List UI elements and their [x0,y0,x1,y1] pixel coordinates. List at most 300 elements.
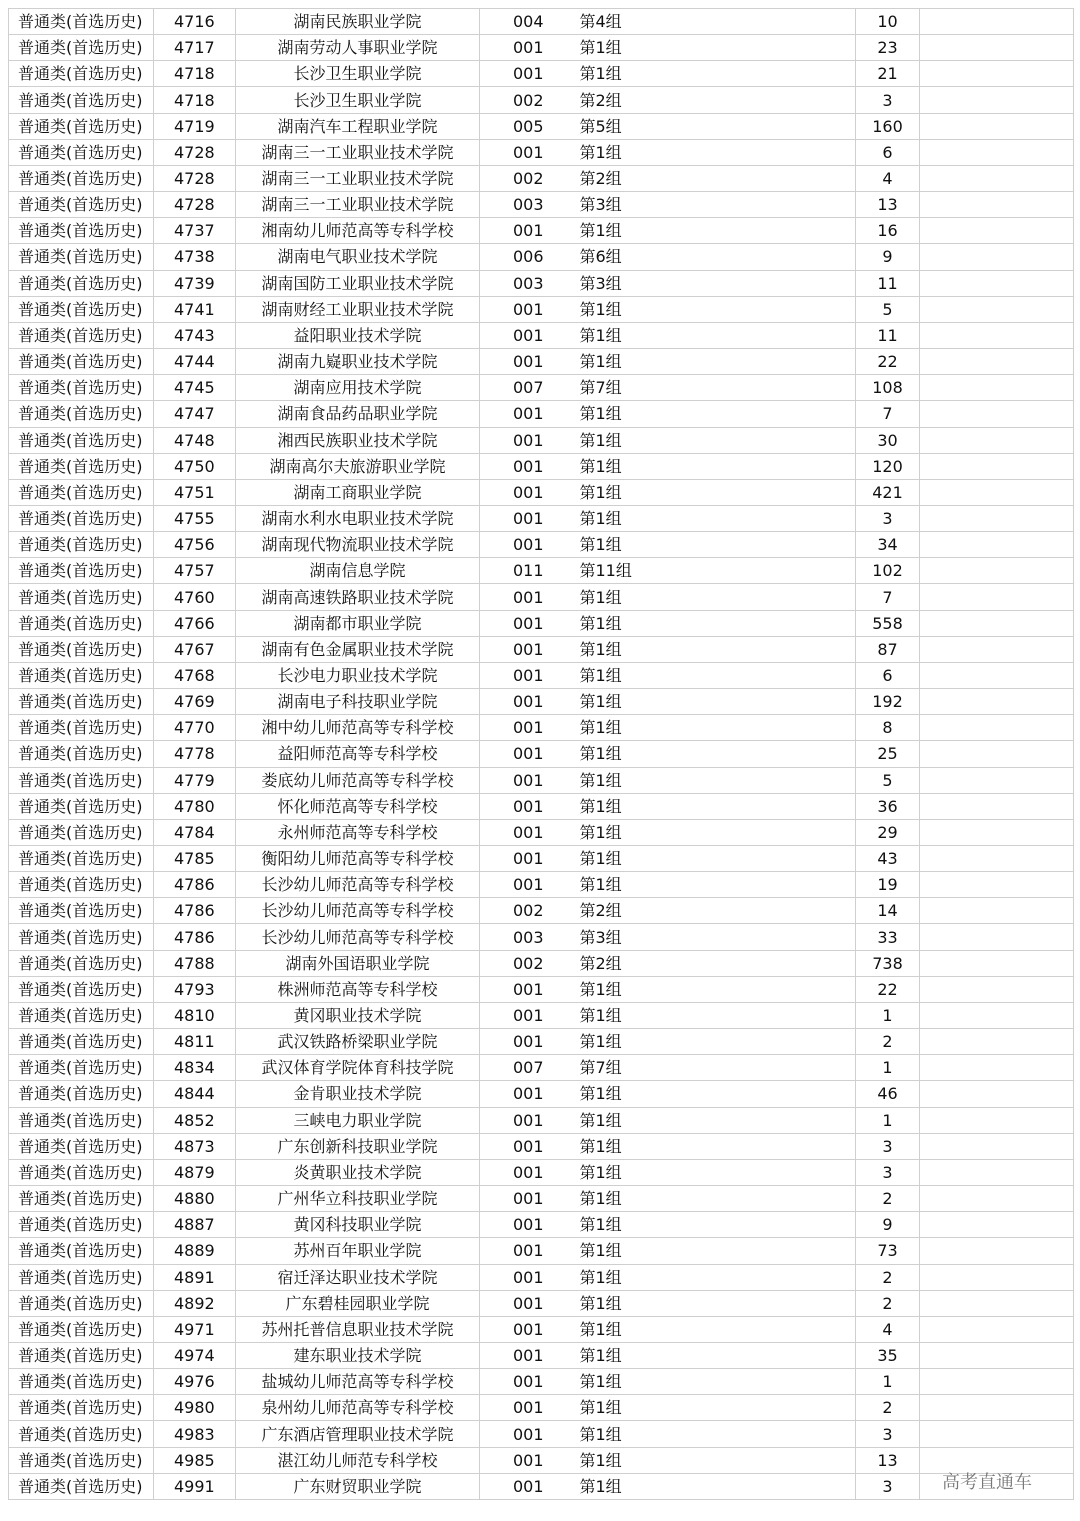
plan-count-cell: 108 [856,375,920,401]
category-cell: 普通类(首选历史) [9,950,154,976]
school-name-cell: 长沙幼儿师范高等专科学校 [236,898,480,924]
group-code-cell: 001 [480,1029,576,1055]
empty-cell [920,218,1074,244]
school-name-cell: 苏州托普信息职业技术学院 [236,1316,480,1342]
category-cell: 普通类(首选历史) [9,270,154,296]
category-cell: 普通类(首选历史) [9,375,154,401]
group-code-cell: 002 [480,165,576,191]
group-code-cell: 006 [480,244,576,270]
school-name-cell: 武汉体育学院体育科技学院 [236,1055,480,1081]
group-code-cell: 001 [480,427,576,453]
empty-cell [920,1029,1074,1055]
school-name-cell: 建东职业技术学院 [236,1342,480,1368]
school-code-cell: 4985 [154,1447,236,1473]
group-code-cell: 001 [480,1212,576,1238]
school-code-cell: 4743 [154,322,236,348]
empty-cell [920,401,1074,427]
school-code-cell: 4889 [154,1238,236,1264]
table-row [9,558,1074,584]
group-code-cell: 001 [480,1081,576,1107]
group-code-cell: 001 [480,322,576,348]
table-row [9,1342,1074,1368]
group-name-cell: 第5组 [576,113,856,139]
group-name-cell: 第2组 [576,165,856,191]
group-code-cell: 003 [480,924,576,950]
plan-count-cell: 7 [856,401,920,427]
plan-count-cell: 1 [856,1055,920,1081]
table-row [9,1055,1074,1081]
table-row [9,349,1074,375]
category-cell: 普通类(首选历史) [9,1238,154,1264]
plan-count-cell: 8 [856,715,920,741]
school-name-cell: 湖南信息学院 [236,558,480,584]
group-name-cell: 第1组 [576,976,856,1002]
group-code-cell: 002 [480,950,576,976]
plan-count-cell: 30 [856,427,920,453]
table-row [9,505,1074,531]
group-name-cell: 第4组 [576,9,856,35]
school-name-cell: 湘南幼儿师范高等专科学校 [236,218,480,244]
empty-cell [920,479,1074,505]
plan-count-cell: 14 [856,898,920,924]
table-row [9,35,1074,61]
table-row [9,375,1074,401]
school-code-cell: 4751 [154,479,236,505]
plan-count-cell: 25 [856,741,920,767]
school-name-cell: 长沙卫生职业学院 [236,87,480,113]
school-name-cell: 湖南有色金属职业技术学院 [236,636,480,662]
school-name-cell: 湖南高速铁路职业技术学院 [236,584,480,610]
empty-cell [920,1186,1074,1212]
school-name-cell: 广东创新科技职业学院 [236,1133,480,1159]
table-row [9,1002,1074,1028]
school-code-cell: 4768 [154,662,236,688]
group-name-cell: 第1组 [576,715,856,741]
plan-count-cell: 2 [856,1290,920,1316]
category-cell: 普通类(首选历史) [9,1081,154,1107]
school-name-cell: 湘西民族职业技术学院 [236,427,480,453]
empty-cell [920,1290,1074,1316]
category-cell: 普通类(首选历史) [9,1342,154,1368]
category-cell: 普通类(首选历史) [9,924,154,950]
category-cell: 普通类(首选历史) [9,532,154,558]
school-code-cell: 4737 [154,218,236,244]
empty-cell [920,87,1074,113]
group-name-cell: 第1组 [576,1290,856,1316]
table-row [9,741,1074,767]
category-cell: 普通类(首选历史) [9,662,154,688]
group-name-cell: 第1组 [576,35,856,61]
plan-count-cell: 34 [856,532,920,558]
plan-count-cell: 11 [856,270,920,296]
category-cell: 普通类(首选历史) [9,1186,154,1212]
plan-count-cell: 36 [856,793,920,819]
group-name-cell: 第1组 [576,401,856,427]
empty-cell [920,898,1074,924]
table-row [9,427,1074,453]
plan-count-cell: 73 [856,1238,920,1264]
empty-cell [920,610,1074,636]
table-row [9,1316,1074,1342]
group-code-cell: 001 [480,479,576,505]
school-name-cell: 湖南水利水电职业技术学院 [236,505,480,531]
group-name-cell: 第1组 [576,427,856,453]
school-name-cell: 湖南九嶷职业技术学院 [236,349,480,375]
category-cell: 普通类(首选历史) [9,1290,154,1316]
school-name-cell: 湖南高尔夫旅游职业学院 [236,453,480,479]
category-cell: 普通类(首选历史) [9,1473,154,1499]
table-row [9,636,1074,662]
plan-count-cell: 192 [856,689,920,715]
category-cell: 普通类(首选历史) [9,87,154,113]
school-name-cell: 湛江幼儿师范专科学校 [236,1447,480,1473]
group-name-cell: 第7组 [576,375,856,401]
empty-cell [920,349,1074,375]
category-cell: 普通类(首选历史) [9,139,154,165]
plan-count-cell: 1 [856,1107,920,1133]
empty-cell [920,505,1074,531]
school-code-cell: 4810 [154,1002,236,1028]
group-code-cell: 001 [480,1395,576,1421]
group-name-cell: 第1组 [576,741,856,767]
category-cell: 普通类(首选历史) [9,1447,154,1473]
school-name-cell: 黄冈职业技术学院 [236,1002,480,1028]
school-name-cell: 衡阳幼儿师范高等专科学校 [236,846,480,872]
category-cell: 普通类(首选历史) [9,689,154,715]
school-code-cell: 4728 [154,192,236,218]
empty-cell [920,741,1074,767]
plan-count-cell: 23 [856,35,920,61]
empty-cell [920,244,1074,270]
school-name-cell: 湖南三一工业职业技术学院 [236,165,480,191]
category-cell: 普通类(首选历史) [9,349,154,375]
group-name-cell: 第1组 [576,1342,856,1368]
school-name-cell: 长沙卫生职业学院 [236,61,480,87]
group-name-cell: 第3组 [576,192,856,218]
empty-cell [920,1055,1074,1081]
table-row [9,401,1074,427]
school-code-cell: 4718 [154,61,236,87]
school-code-cell: 4880 [154,1186,236,1212]
group-name-cell: 第1组 [576,1002,856,1028]
school-name-cell: 娄底幼儿师范高等专科学校 [236,767,480,793]
table-row [9,218,1074,244]
plan-count-cell: 9 [856,244,920,270]
school-code-cell: 4757 [154,558,236,584]
plan-count-cell: 21 [856,61,920,87]
empty-cell [920,1238,1074,1264]
group-name-cell: 第1组 [576,139,856,165]
group-code-cell: 001 [480,976,576,1002]
group-name-cell: 第1组 [576,1186,856,1212]
school-code-cell: 4780 [154,793,236,819]
school-code-cell: 4786 [154,872,236,898]
school-code-cell: 4778 [154,741,236,767]
school-code-cell: 4980 [154,1395,236,1421]
plan-count-cell: 120 [856,453,920,479]
school-code-cell: 4728 [154,139,236,165]
table-row [9,793,1074,819]
empty-cell [920,1342,1074,1368]
group-code-cell: 001 [480,741,576,767]
school-name-cell: 黄冈科技职业学院 [236,1212,480,1238]
school-name-cell: 永州师范高等专科学校 [236,819,480,845]
school-name-cell: 三峡电力职业学院 [236,1107,480,1133]
group-code-cell: 001 [480,872,576,898]
category-cell: 普通类(首选历史) [9,715,154,741]
empty-cell [920,1316,1074,1342]
group-name-cell: 第1组 [576,1369,856,1395]
school-name-cell: 湖南食品药品职业学院 [236,401,480,427]
table-row [9,767,1074,793]
school-code-cell: 4793 [154,976,236,1002]
empty-cell [920,427,1074,453]
school-code-cell: 4779 [154,767,236,793]
plan-count-cell: 421 [856,479,920,505]
table-row [9,715,1074,741]
group-name-cell: 第1组 [576,1212,856,1238]
category-cell: 普通类(首选历史) [9,401,154,427]
school-name-cell: 湖南工商职业学院 [236,479,480,505]
group-code-cell: 001 [480,846,576,872]
table-row [9,1473,1074,1499]
plan-count-cell: 3 [856,87,920,113]
school-code-cell: 4739 [154,270,236,296]
school-name-cell: 湖南民族职业学院 [236,9,480,35]
table-row [9,61,1074,87]
group-code-cell: 001 [480,584,576,610]
table-row [9,1421,1074,1447]
group-name-cell: 第7组 [576,1055,856,1081]
plan-count-cell: 4 [856,1316,920,1342]
table-row [9,662,1074,688]
group-name-cell: 第1组 [576,610,856,636]
category-cell: 普通类(首选历史) [9,846,154,872]
group-name-cell: 第1组 [576,1029,856,1055]
category-cell: 普通类(首选历史) [9,296,154,322]
plan-count-cell: 46 [856,1081,920,1107]
group-code-cell: 007 [480,375,576,401]
plan-count-cell: 13 [856,192,920,218]
table-row [9,87,1074,113]
plan-count-cell: 43 [856,846,920,872]
school-code-cell: 4991 [154,1473,236,1499]
group-name-cell: 第1组 [576,846,856,872]
plan-count-cell: 35 [856,1342,920,1368]
empty-cell [920,662,1074,688]
school-name-cell: 湖南三一工业职业技术学院 [236,139,480,165]
school-name-cell: 湖南外国语职业学院 [236,950,480,976]
group-name-cell: 第1组 [576,636,856,662]
group-code-cell: 001 [480,453,576,479]
group-code-cell: 003 [480,270,576,296]
empty-cell [920,924,1074,950]
category-cell: 普通类(首选历史) [9,61,154,87]
empty-cell [920,715,1074,741]
category-cell: 普通类(首选历史) [9,35,154,61]
school-code-cell: 4811 [154,1029,236,1055]
school-name-cell: 益阳师范高等专科学校 [236,741,480,767]
category-cell: 普通类(首选历史) [9,192,154,218]
group-code-cell: 001 [480,1290,576,1316]
empty-cell [920,35,1074,61]
plan-count-cell: 16 [856,218,920,244]
table-row [9,165,1074,191]
table-row [9,479,1074,505]
plan-count-cell: 19 [856,872,920,898]
category-cell: 普通类(首选历史) [9,819,154,845]
empty-cell [920,1421,1074,1447]
group-name-cell: 第1组 [576,662,856,688]
plan-count-cell: 33 [856,924,920,950]
group-name-cell: 第1组 [576,1238,856,1264]
category-cell: 普通类(首选历史) [9,1264,154,1290]
school-code-cell: 4786 [154,898,236,924]
school-name-cell: 长沙幼儿师范高等专科学校 [236,872,480,898]
empty-cell [920,819,1074,845]
group-code-cell: 001 [480,1159,576,1185]
empty-cell [920,192,1074,218]
category-cell: 普通类(首选历史) [9,1055,154,1081]
group-name-cell: 第1组 [576,689,856,715]
school-name-cell: 湖南三一工业职业技术学院 [236,192,480,218]
table-row [9,846,1074,872]
group-code-cell: 001 [480,1342,576,1368]
school-name-cell: 湖南现代物流职业技术学院 [236,532,480,558]
school-code-cell: 4844 [154,1081,236,1107]
table-row [9,1081,1074,1107]
school-code-cell: 4873 [154,1133,236,1159]
plan-count-cell: 2 [856,1029,920,1055]
school-name-cell: 长沙幼儿师范高等专科学校 [236,924,480,950]
school-code-cell: 4719 [154,113,236,139]
plan-count-cell: 3 [856,1159,920,1185]
group-name-cell: 第1组 [576,1395,856,1421]
group-name-cell: 第1组 [576,872,856,898]
group-name-cell: 第1组 [576,1107,856,1133]
category-cell: 普通类(首选历史) [9,793,154,819]
group-name-cell: 第1组 [576,218,856,244]
table-row [9,1369,1074,1395]
school-name-cell: 株洲师范高等专科学校 [236,976,480,1002]
school-name-cell: 金肯职业技术学院 [236,1081,480,1107]
category-cell: 普通类(首选历史) [9,218,154,244]
empty-cell [920,1395,1074,1421]
school-name-cell: 怀化师范高等专科学校 [236,793,480,819]
group-name-cell: 第6组 [576,244,856,270]
table-row [9,270,1074,296]
category-cell: 普通类(首选历史) [9,113,154,139]
plan-count-cell: 2 [856,1186,920,1212]
table-row [9,1029,1074,1055]
group-name-cell: 第1组 [576,767,856,793]
table-row [9,976,1074,1002]
plan-count-cell: 102 [856,558,920,584]
school-code-cell: 4760 [154,584,236,610]
category-cell: 普通类(首选历史) [9,1369,154,1395]
table-row [9,610,1074,636]
category-cell: 普通类(首选历史) [9,558,154,584]
table-row [9,1212,1074,1238]
school-code-cell: 4750 [154,453,236,479]
group-name-cell: 第3组 [576,270,856,296]
group-code-cell: 001 [480,1186,576,1212]
empty-cell [920,1159,1074,1185]
group-code-cell: 001 [480,1473,576,1499]
group-code-cell: 002 [480,898,576,924]
table-row [9,192,1074,218]
category-cell: 普通类(首选历史) [9,872,154,898]
empty-cell [920,453,1074,479]
table-row [9,9,1074,35]
group-name-cell: 第1组 [576,1473,856,1499]
category-cell: 普通类(首选历史) [9,1107,154,1133]
school-code-cell: 4755 [154,505,236,531]
school-name-cell: 湖南都市职业学院 [236,610,480,636]
plan-count-cell: 160 [856,113,920,139]
group-name-cell: 第1组 [576,584,856,610]
empty-cell [920,976,1074,1002]
plan-count-cell: 29 [856,819,920,845]
school-code-cell: 4784 [154,819,236,845]
table-row [9,898,1074,924]
empty-cell [920,139,1074,165]
category-cell: 普通类(首选历史) [9,244,154,270]
category-cell: 普通类(首选历史) [9,1212,154,1238]
category-cell: 普通类(首选历史) [9,767,154,793]
school-code-cell: 4766 [154,610,236,636]
category-cell: 普通类(首选历史) [9,1133,154,1159]
category-cell: 普通类(首选历史) [9,9,154,35]
category-cell: 普通类(首选历史) [9,1002,154,1028]
school-code-cell: 4785 [154,846,236,872]
school-name-cell: 盐城幼儿师范高等专科学校 [236,1369,480,1395]
group-name-cell: 第1组 [576,1264,856,1290]
group-code-cell: 001 [480,1447,576,1473]
plan-count-cell: 3 [856,505,920,531]
school-code-cell: 4769 [154,689,236,715]
group-name-cell: 第11组 [576,558,856,584]
school-code-cell: 4745 [154,375,236,401]
plan-count-cell: 3 [856,1473,920,1499]
school-code-cell: 4971 [154,1316,236,1342]
plan-count-cell: 3 [856,1133,920,1159]
group-name-cell: 第1组 [576,453,856,479]
school-name-cell: 广州华立科技职业学院 [236,1186,480,1212]
group-code-cell: 001 [480,793,576,819]
table-row [9,296,1074,322]
school-code-cell: 4976 [154,1369,236,1395]
empty-cell [920,113,1074,139]
group-code-cell: 003 [480,192,576,218]
group-name-cell: 第1组 [576,505,856,531]
empty-cell [920,950,1074,976]
category-cell: 普通类(首选历史) [9,453,154,479]
school-code-cell: 4879 [154,1159,236,1185]
school-code-cell: 4892 [154,1290,236,1316]
table-row [9,322,1074,348]
category-cell: 普通类(首选历史) [9,584,154,610]
empty-cell [920,375,1074,401]
category-cell: 普通类(首选历史) [9,322,154,348]
table-row [9,689,1074,715]
school-code-cell: 4767 [154,636,236,662]
plan-count-cell: 22 [856,349,920,375]
school-name-cell: 益阳职业技术学院 [236,322,480,348]
table-row [9,872,1074,898]
plan-count-cell: 1 [856,1002,920,1028]
table-row [9,139,1074,165]
